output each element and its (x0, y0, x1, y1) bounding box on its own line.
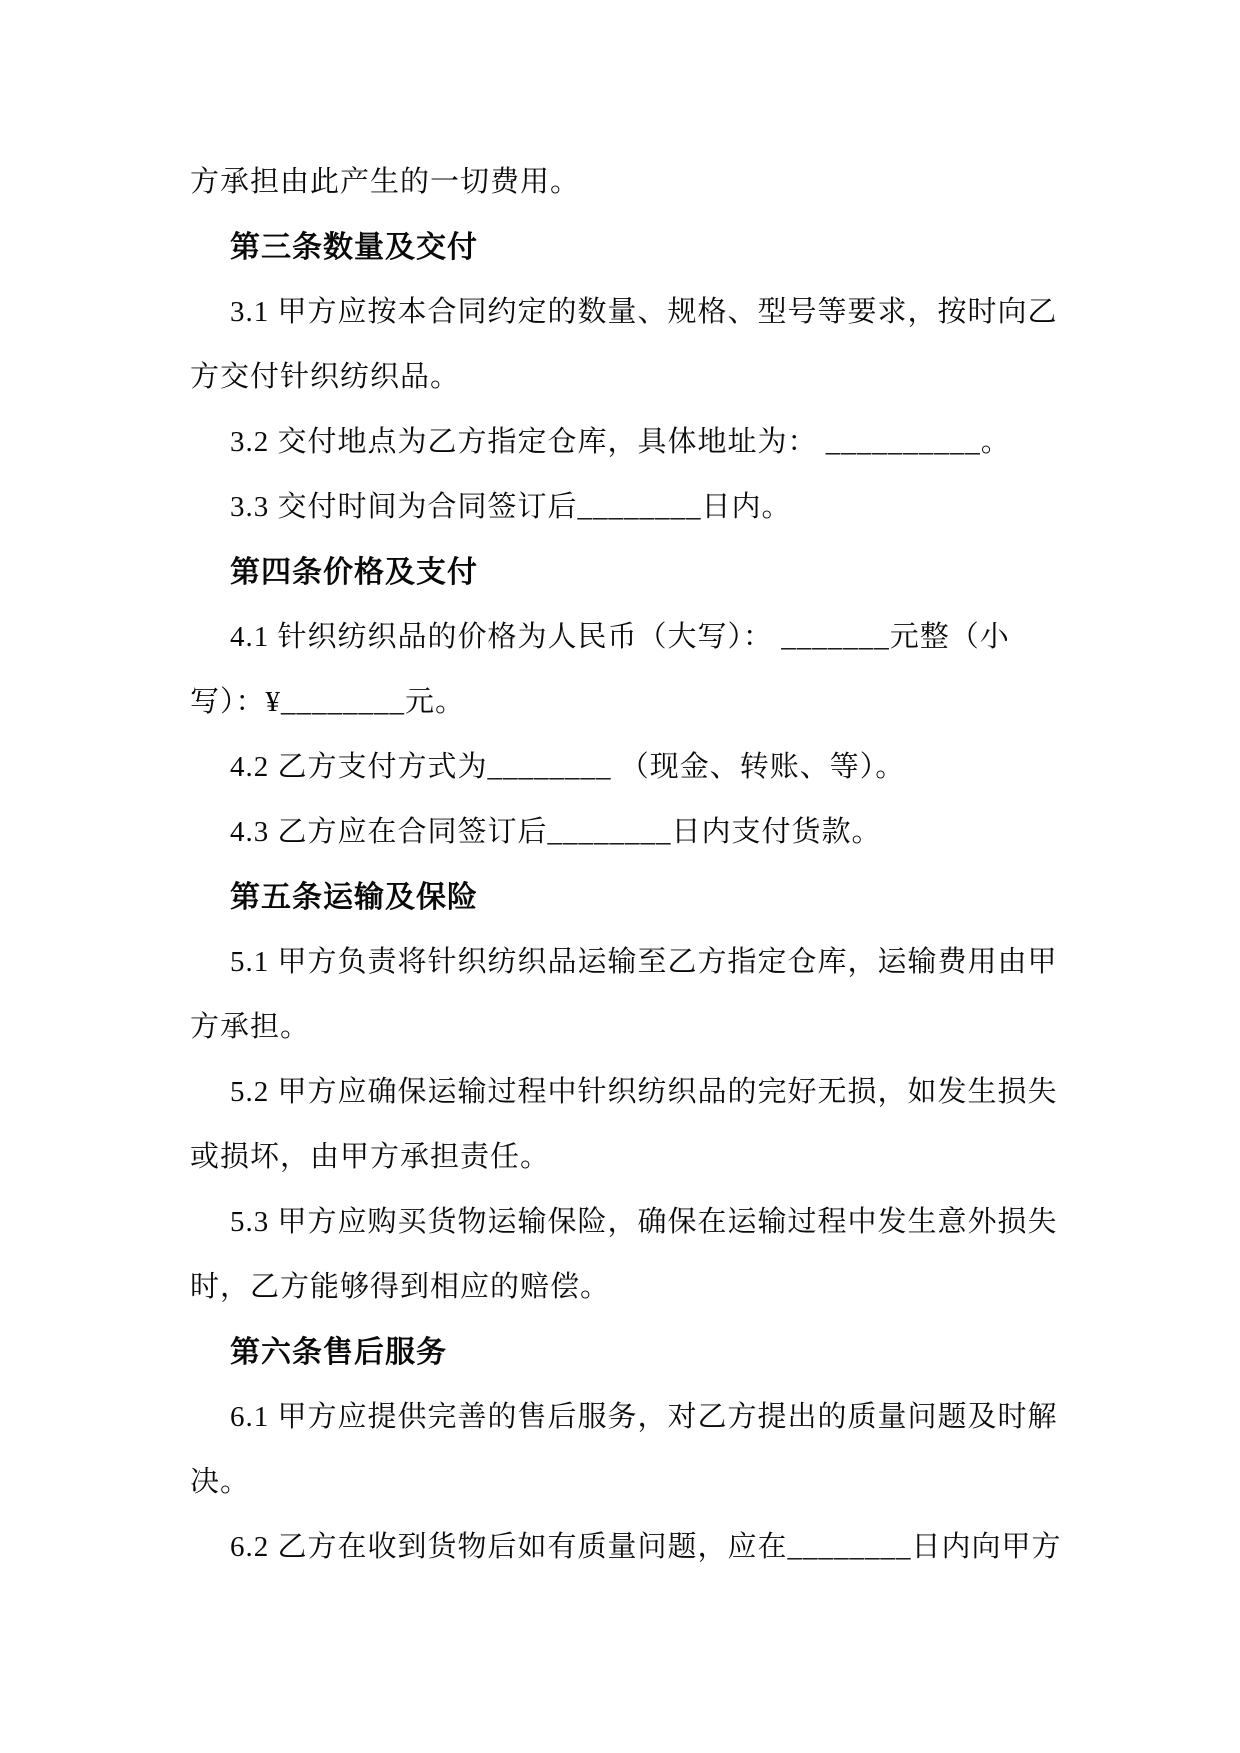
paragraph-line: 4.3 乙方应在合同签订后________日内支付货款。 (230, 816, 882, 848)
paragraph-line: 方交付针织纺织品。 (190, 361, 461, 393)
paragraph-line: 方承担由此产生的一切费用。 (190, 166, 581, 198)
paragraph-line: 5.2 甲方应确保运输过程中针织纺织品的完好无损，如发生损失 (230, 1076, 1058, 1108)
paragraph-line: 6.2 乙方在收到货物后如有质量问题，应在________日内向甲方 (230, 1531, 1062, 1563)
paragraph-line: 4.2 乙方支付方式为________ （现金、转账、等）。 (230, 751, 906, 783)
section-heading: 第三条数量及交付 (230, 230, 478, 265)
paragraph-line: 决。 (190, 1466, 251, 1498)
paragraph-line: 或损坏，由甲方承担责任。 (190, 1141, 551, 1173)
section-heading: 第四条价格及支付 (230, 555, 478, 590)
document-body (190, 150, 1060, 1580)
paragraph-line: 3.2 交付地点为乙方指定仓库，具体地址为： __________。 (230, 426, 1011, 458)
paragraph-line: 写）：¥________元。 (190, 686, 466, 718)
paragraph-line: 3.3 交付时间为合同签订后________日内。 (230, 491, 792, 523)
paragraph-line: 3.1 甲方应按本合同约定的数量、规格、型号等要求，按时向乙 (230, 296, 1058, 328)
paragraph-line: 5.1 甲方负责将针织纺织品运输至乙方指定仓库，运输费用由甲 (230, 946, 1058, 978)
paragraph-line: 时，乙方能够得到相应的赔偿。 (190, 1271, 611, 1303)
paragraph-line: 4.1 针织纺织品的价格为人民币（大写）： _______元整（小 (230, 621, 1010, 653)
paragraph-line: 6.1 甲方应提供完善的售后服务，对乙方提出的质量问题及时解 (230, 1401, 1058, 1433)
paragraph-line: 5.3 甲方应购买货物运输保险，确保在运输过程中发生意外损失 (230, 1206, 1058, 1238)
section-heading: 第六条售后服务 (230, 1335, 447, 1370)
section-heading: 第五条运输及保险 (230, 880, 478, 915)
paragraph-line: 方承担。 (190, 1011, 311, 1043)
